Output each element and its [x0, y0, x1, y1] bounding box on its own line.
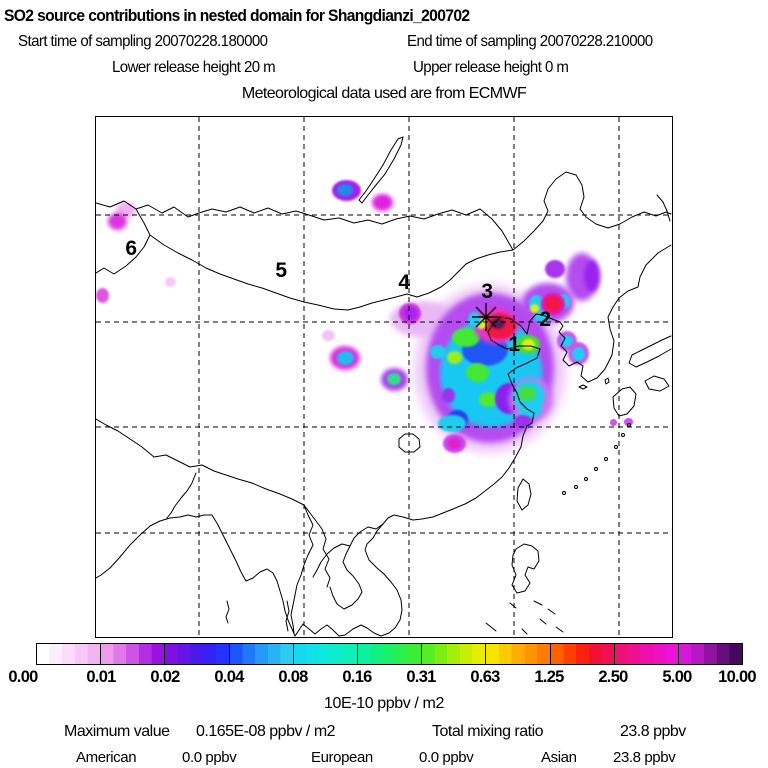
- colorbar-tick-label: 2.50: [598, 668, 628, 686]
- colorbar-segment: [679, 644, 742, 664]
- total-mixing-ratio-value: 23.8 ppbv: [620, 723, 686, 740]
- source-region-labels: [96, 117, 672, 637]
- colorbar-segment: [294, 644, 358, 664]
- colorbar-segment: [358, 644, 422, 664]
- colorbar-tick-label: 5.00: [662, 668, 692, 686]
- colorbar: [36, 643, 743, 665]
- colorbar-tick-label: 10.00: [718, 668, 756, 686]
- colorbar-tick-label: 0.63: [470, 668, 500, 686]
- colorbar-tick-label: 0.16: [342, 668, 372, 686]
- source-label-6: 6: [125, 237, 137, 260]
- region-american-label: American: [76, 749, 137, 766]
- colorbar-tick-label: 1.25: [534, 668, 564, 686]
- source-label-2: 2: [539, 308, 551, 331]
- page-title: [4, 6, 510, 26]
- region-european-value: 0.0 ppbv: [419, 749, 474, 766]
- upper-release-label: Upper release height 0 m: [413, 59, 569, 76]
- colorbar-segment: [165, 644, 229, 664]
- colorbar-segment: [615, 644, 679, 664]
- colorbar-tick-label: 0.08: [278, 668, 308, 686]
- colorbar-segment: [422, 644, 486, 664]
- colorbar-tick-label: 0.01: [86, 668, 116, 686]
- source-label-4: 4: [398, 271, 410, 294]
- region-asian-value: 23.8 ppbv: [613, 749, 676, 766]
- colorbar-tick-label: 0.31: [406, 668, 436, 686]
- map-panel: [95, 116, 673, 638]
- region-american-value: 0.0 ppbv: [182, 749, 237, 766]
- colorbar-tick-label: 0.04: [214, 668, 244, 686]
- end-time-label: End time of sampling 20070228.210000: [407, 33, 653, 50]
- page-title-text: SO2 source contributions in nested domain for Shangdianzi_200702: [4, 6, 470, 25]
- source-label-5: 5: [275, 259, 287, 282]
- colorbar-tick-label: 0.02: [150, 668, 180, 686]
- met-data-label: Meteorological data used are from ECMWF: [241, 85, 527, 102]
- total-mixing-ratio-label: Total mixing ratio: [432, 723, 544, 740]
- maximum-value-label: Maximum value: [64, 723, 170, 740]
- source-label-3: 3: [481, 280, 493, 303]
- colorbar-segment: [230, 644, 294, 664]
- colorbar-segment: [551, 644, 615, 664]
- colorbar-segment: [37, 644, 101, 664]
- start-time-label: Start time of sampling 20070228.180000: [18, 33, 268, 50]
- maximum-value: 0.165E-08 ppbv / m2: [196, 723, 336, 740]
- source-label-1: 1: [508, 333, 520, 356]
- region-european-label: European: [311, 749, 373, 766]
- colorbar-unit-label: 10E-10 ppbv / m2: [324, 695, 444, 712]
- colorbar-segment: [101, 644, 165, 664]
- colorbar-tick-label: 0.00: [8, 668, 38, 686]
- lower-release-label: Lower release height 20 m: [112, 59, 276, 76]
- colorbar-segment: [486, 644, 550, 664]
- region-asian-label: Asian: [541, 749, 577, 766]
